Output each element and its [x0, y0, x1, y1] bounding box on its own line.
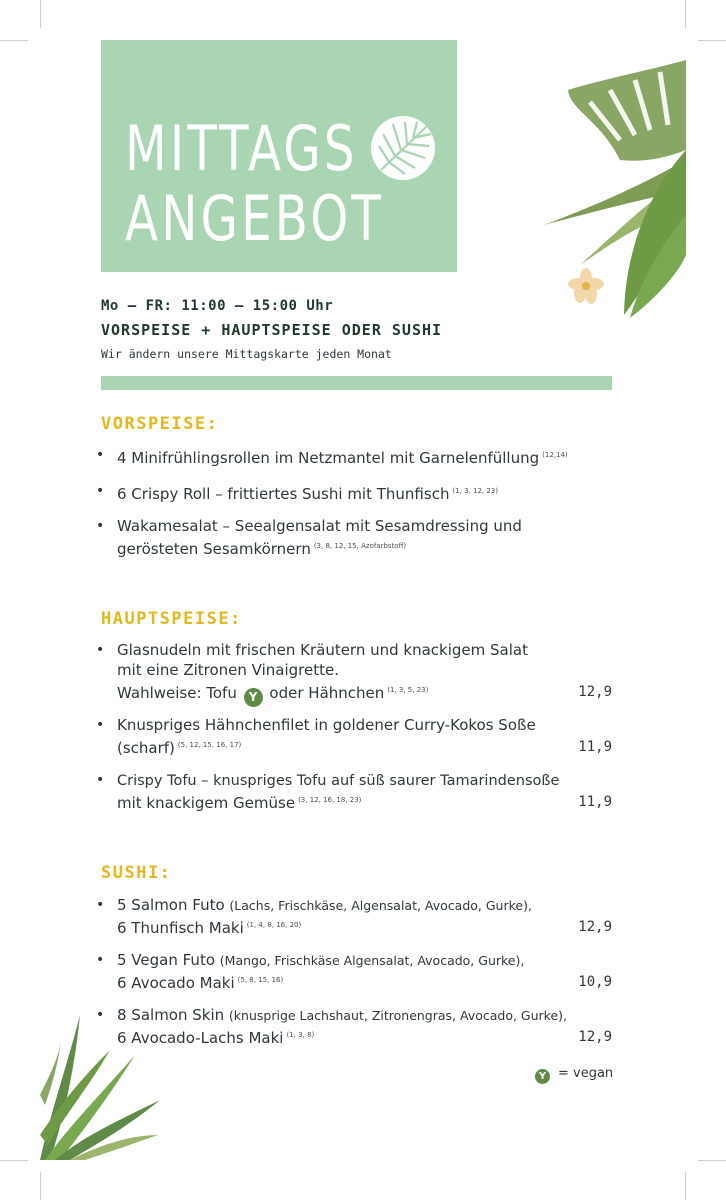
crop-mark — [0, 40, 28, 41]
list-item — [96, 950, 616, 990]
divider-bar — [101, 376, 612, 390]
section-heading-hauptspeise: HAUPTSPEISE: — [101, 609, 242, 629]
item-text: Crispy Tofu – knuspriges Tofu auf süß saurer Tamarindensoße — [117, 773, 560, 789]
menu-subtitle: VORSPEISE + HAUPTSPEISE ODER SUSHI — [101, 321, 443, 339]
vegan-icon: Y — [244, 688, 263, 707]
allergens: (1, 3, 8) — [286, 1031, 315, 1039]
list-item — [96, 770, 616, 810]
item-text: Wahlweise: Tofu — [117, 684, 237, 702]
price: 10,9 — [578, 974, 612, 990]
allergens: (1, 3, 5, 23) — [387, 686, 429, 694]
allergens: (1, 3, 12, 23) — [452, 487, 498, 495]
crop-mark — [685, 1172, 686, 1200]
bullet: • — [96, 483, 105, 499]
allergens: (3, 12, 16, 18, 23) — [298, 796, 362, 804]
item-text: 6 Thunfisch Maki — [117, 919, 244, 937]
bullet: • — [96, 642, 105, 658]
list-item — [96, 1005, 616, 1045]
price: 12,9 — [578, 919, 612, 935]
price: 12,9 — [578, 684, 612, 700]
item-text: Glasnudeln mit frischen Kräutern und knackigem Salat — [117, 641, 528, 659]
item-text: mit knackigem Gemüse — [117, 794, 296, 812]
list-item — [96, 715, 616, 755]
vegan-icon: Y — [535, 1069, 550, 1084]
monstera-leaf-decoration — [540, 40, 688, 324]
section-heading-vorspeise: VORSPEISE: — [101, 414, 219, 434]
item-text: 6 Avocado-Lachs Maki — [117, 1029, 284, 1047]
item-text: Wakamesalat – Seealgensalat mit Sesamdressing und — [117, 517, 522, 535]
monthly-note: Wir ändern unsere Mittagskarte jeden Monat — [101, 347, 392, 361]
item-text: 8 Salmon Skin — [117, 1006, 225, 1024]
item-text: Knuspriges Hähnchenfilet in goldener Curry-Kokos Soße — [117, 716, 536, 734]
section-heading-sushi: SUSHI: — [101, 863, 172, 883]
allergens: (5, 8, 15, 16) — [237, 976, 284, 984]
allergens: (3, 8, 12, 15, Azofarbstoff) — [313, 542, 407, 550]
price: 12,9 — [578, 1029, 612, 1045]
allergens: (5, 12, 15, 16, 17) — [177, 741, 242, 749]
price: 11,9 — [578, 739, 612, 755]
item-detail: (Lachs, Frischkäse, Algensalat, Avocado, Gurke), — [229, 898, 532, 913]
item-text: 4 Minifrühlingsrollen im Netzmantel mit Garnelenfüllung — [117, 449, 540, 467]
list-item — [96, 895, 616, 935]
title-box — [101, 40, 457, 272]
item-text: mit eine Zitronen Vinaigrette. — [117, 661, 339, 679]
bullet: • — [96, 1007, 105, 1023]
frangipani-flower-decoration — [568, 268, 604, 304]
crop-mark — [685, 0, 686, 28]
bullet: • — [96, 447, 105, 463]
crop-mark — [0, 1160, 28, 1161]
allergens: (12,14) — [542, 451, 568, 459]
opening-hours: Mo – FR: 11:00 – 15:00 Uhr — [101, 298, 334, 314]
price: 11,9 — [578, 794, 612, 810]
crop-mark — [698, 1160, 726, 1161]
item-detail: (knusprige Lachshaut, Zitronengras, Avocado, Gurke), — [228, 1008, 568, 1023]
crop-mark — [40, 1172, 41, 1200]
crop-mark — [40, 0, 41, 28]
item-text: 5 Salmon Futo — [117, 896, 225, 914]
bullet: • — [96, 772, 105, 788]
bullet: • — [96, 952, 105, 968]
legend-text: = vegan — [558, 1066, 614, 1081]
item-text: (scharf) — [117, 739, 175, 757]
item-text: 6 Avocado Maki — [117, 974, 235, 992]
title-line-2: ANGEBOT — [125, 182, 385, 255]
item-text: 6 Crispy Roll – frittiertes Sushi mit Thunfisch — [117, 485, 450, 503]
list-item — [96, 640, 616, 704]
title-line-1: MITTAGS — [125, 112, 358, 185]
item-text: gerösteten Sesamkörnern — [117, 540, 311, 558]
crop-mark — [698, 40, 726, 41]
bullet: • — [96, 518, 105, 534]
vegan-legend — [533, 1066, 613, 1084]
allergens: (1, 4, 8, 16, 20) — [246, 921, 302, 929]
palm-leaf-icon — [371, 116, 435, 180]
bullet: • — [96, 717, 105, 733]
bullet: • — [96, 897, 105, 913]
item-text: 5 Vegan Futo — [117, 951, 215, 969]
item-detail: (Mango, Frischkäse Algensalat, Avocado, Gurke), — [219, 953, 525, 968]
item-text: oder Hähnchen — [269, 684, 385, 702]
